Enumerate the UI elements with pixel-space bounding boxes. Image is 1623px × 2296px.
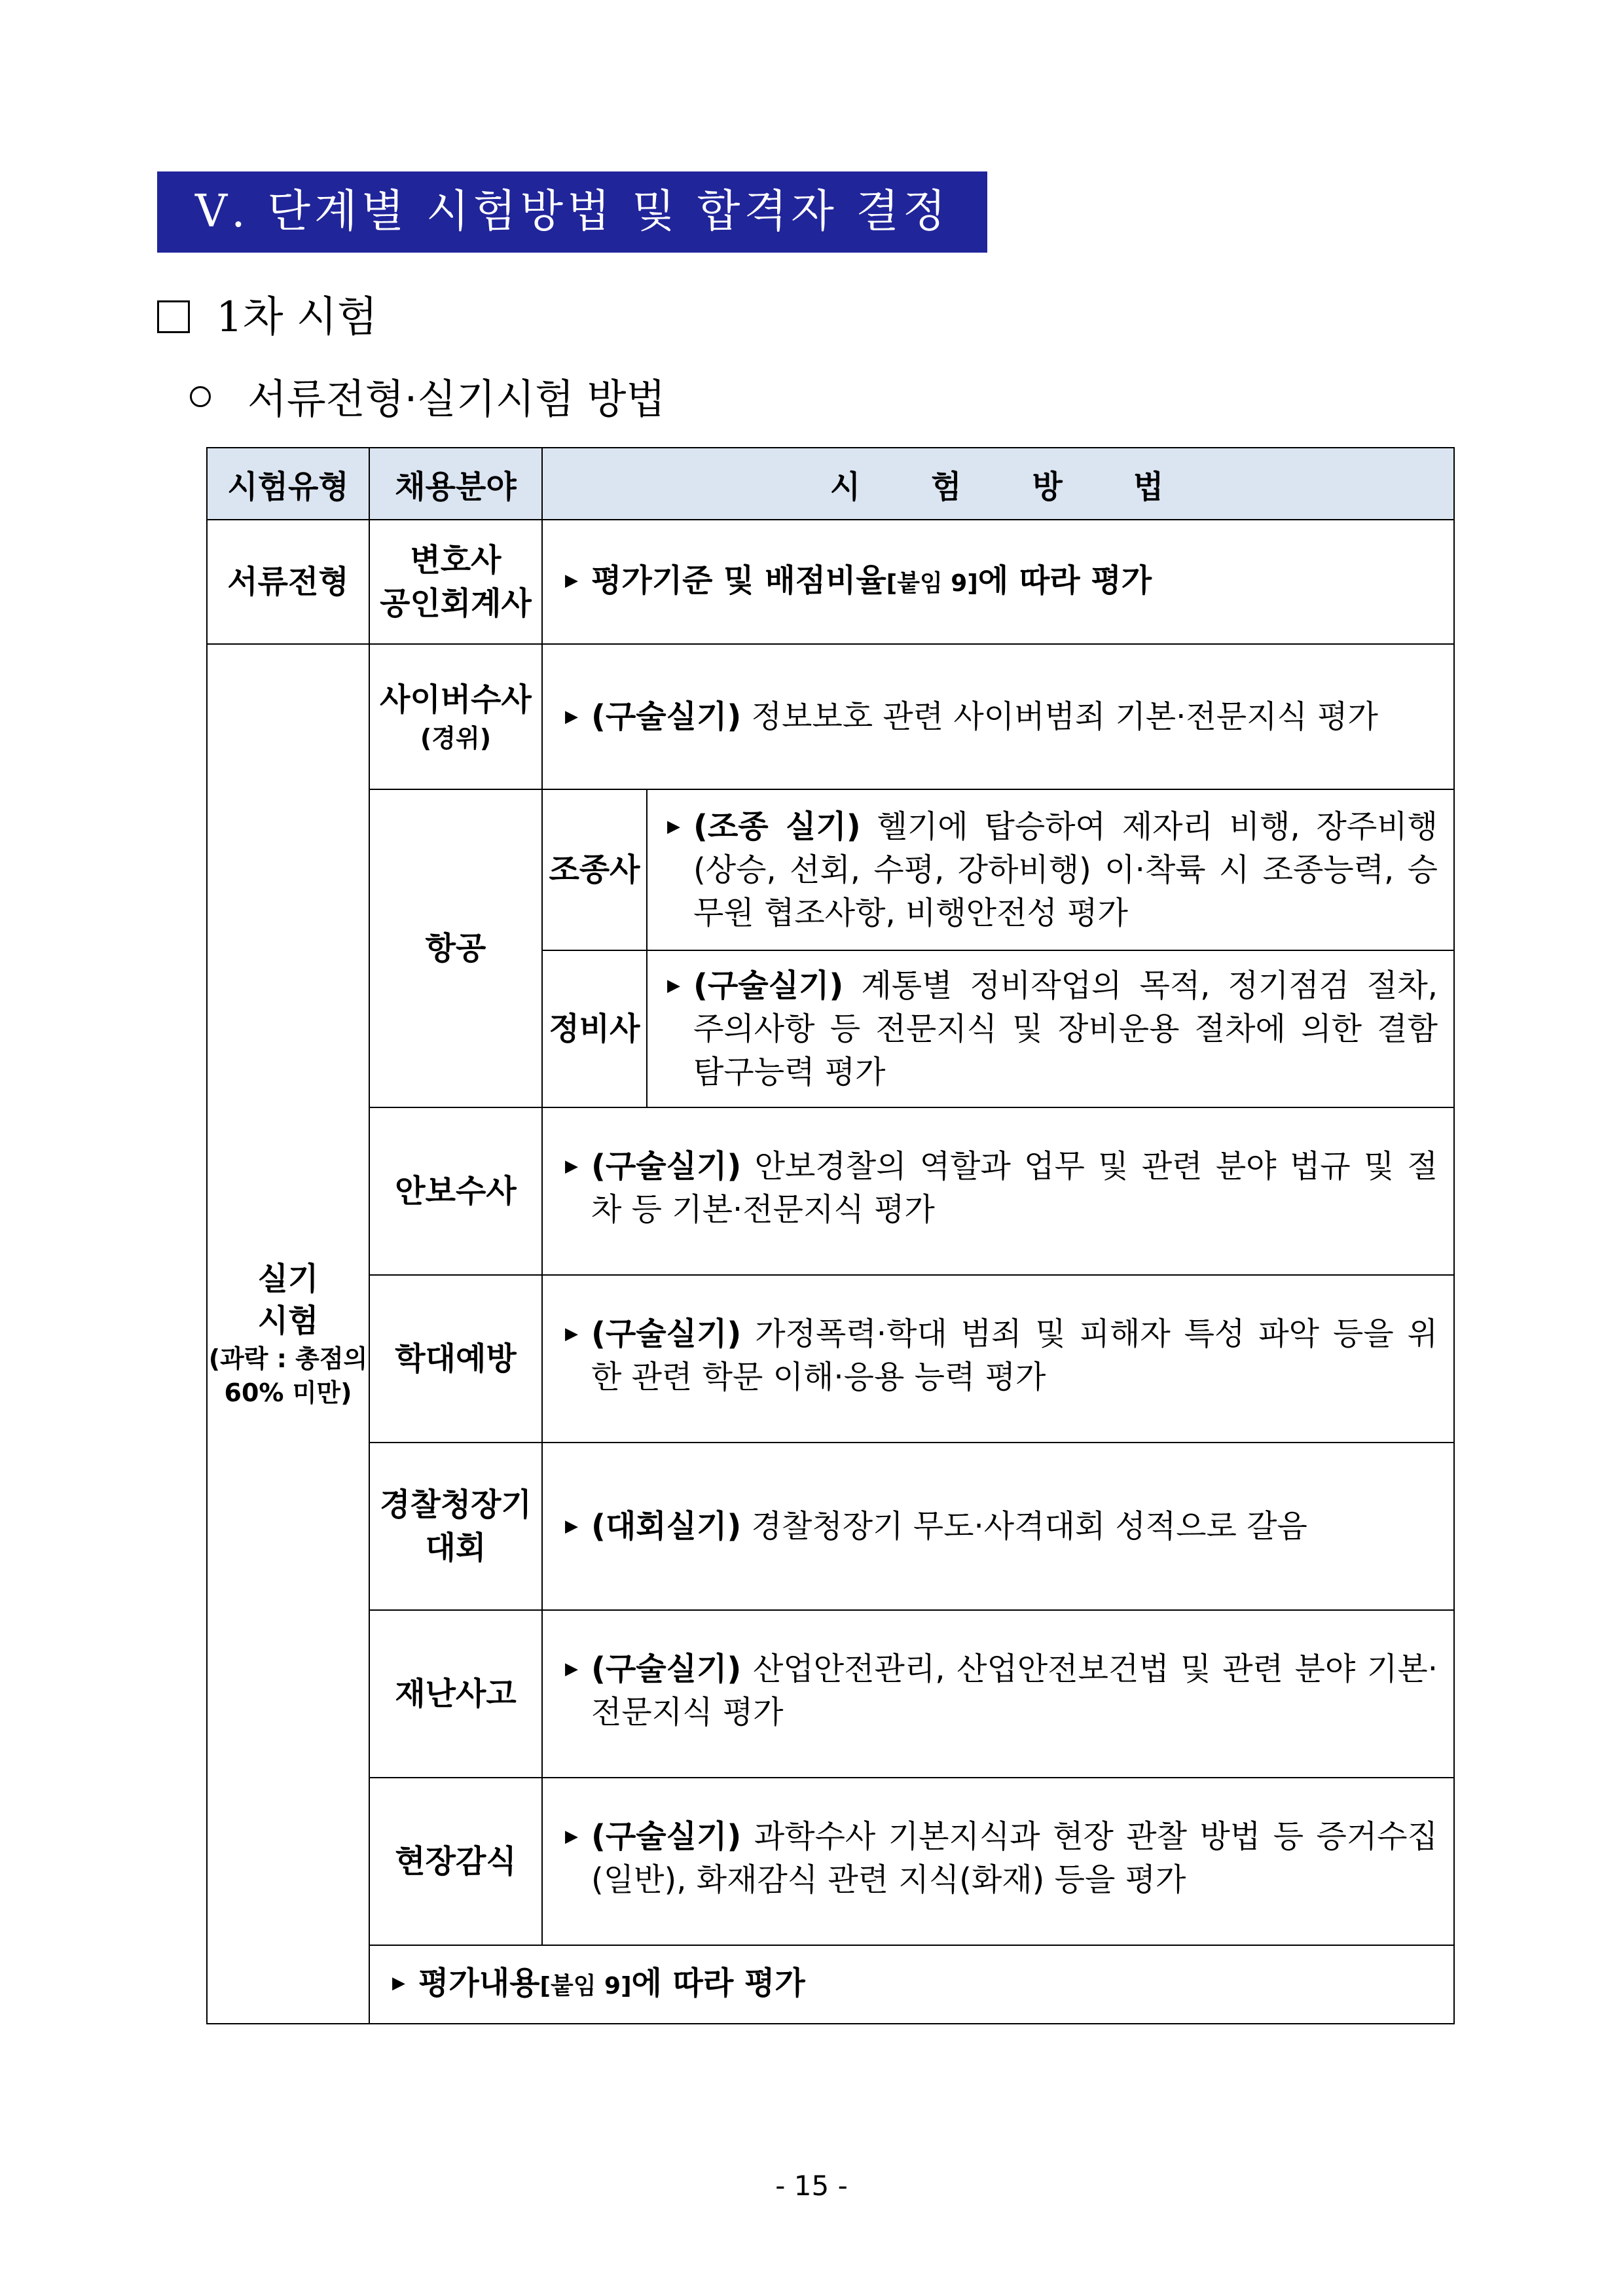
field-security: 안보수사	[369, 1107, 542, 1275]
header-field: 채용분야	[369, 448, 542, 520]
method-ref: [붙임 9]	[886, 569, 978, 597]
method-mechanic	[647, 950, 1454, 1107]
exam-method-table	[206, 447, 1455, 2024]
method-tag: (구술실기)	[591, 1651, 742, 1687]
type-practical-note1: (과락 : 총점의	[208, 1344, 368, 1373]
table-row	[207, 1107, 1454, 1275]
method-tag: (구술실기)	[591, 1148, 742, 1185]
method-doc-screening	[542, 520, 1454, 644]
method-tag: (구술실기)	[591, 698, 742, 735]
type-practical-line1: 실기	[257, 1261, 319, 1297]
method-general	[369, 1945, 1454, 2024]
field-forensic: 현장감식	[369, 1778, 542, 1945]
method-disaster	[542, 1610, 1454, 1778]
type-doc-screening: 서류전형	[207, 520, 369, 644]
method-text: 가정폭력·학대 범죄 및 피해자 특성 파악 등을 위한 관련 학문 이해·응용 능력 평가	[591, 1316, 1438, 1395]
method-tail: 에 따라 평가	[977, 562, 1152, 599]
method-security	[542, 1107, 1454, 1275]
method-text: 과학수사 기본지식과 현장 관찰 방법 등 증거수집(일반), 화재감식 관련 지식(화재) 등을 평가	[591, 1818, 1438, 1898]
header-exam-type: 시험유형	[207, 448, 369, 520]
field-martial	[369, 1443, 542, 1610]
table-row	[207, 789, 1454, 950]
section-banner: Ⅴ. 단계별 시험방법 및 합격자 결정	[157, 171, 987, 253]
circle-bullet-icon	[190, 386, 211, 407]
heading-method-label: 서류전형·실기시험 방법	[247, 375, 666, 423]
table-row	[207, 1778, 1454, 1945]
type-practical-note2: 60% 미만)	[224, 1378, 352, 1407]
method-tail: 에 따라 평가	[631, 1964, 805, 2001]
triangle-right-icon: ▶	[565, 1827, 578, 1846]
method-ref: [붙임 9]	[539, 1972, 632, 2000]
method-tag: (구술실기)	[591, 1818, 742, 1855]
method-cyber	[542, 644, 1454, 789]
method-tag: (조종 실기)	[693, 808, 861, 845]
square-bullet-icon	[157, 300, 190, 333]
method-text: 헬기에 탑승하여 제자리 비행, 장주비행 (상승, 선회, 수평, 강하비행) 이·착륙 시 조종능력, 승무원 협조사항, 비행안전성 평가	[693, 808, 1438, 931]
triangle-right-icon: ▶	[392, 1973, 405, 1993]
field-cyber-sub: (경위)	[420, 724, 492, 753]
triangle-right-icon: ▶	[565, 1324, 578, 1344]
field-aviation: 항공	[369, 789, 542, 1107]
type-practical	[207, 644, 369, 2024]
triangle-right-icon: ▶	[565, 1516, 578, 1536]
heading-first-exam	[157, 288, 378, 347]
method-tag: (대회실기)	[591, 1508, 742, 1545]
field-lawyer-accountant	[369, 520, 542, 644]
method-forensic	[542, 1778, 1454, 1945]
triangle-right-icon: ▶	[667, 976, 680, 996]
field-lawyer: 변호사	[410, 542, 501, 579]
method-bold: 평가내용	[418, 1964, 540, 2001]
field-martial-line2: 대회	[425, 1530, 486, 1566]
triangle-right-icon: ▶	[565, 1659, 578, 1679]
method-tag: (구술실기)	[693, 967, 844, 1004]
table-row	[207, 1275, 1454, 1443]
method-text: 계통별 정비작업의 목적, 정기점검 절차, 주의사항 등 전문지식 및 장비운용 절차에 의한 결함 탐구능력 평가	[693, 967, 1438, 1090]
method-text: 정보보호 관련 사이버범죄 기본·전문지식 평가	[741, 698, 1378, 735]
method-abuse	[542, 1275, 1454, 1443]
subfield-mechanic: 정비사	[542, 950, 647, 1107]
subfield-pilot: 조종사	[542, 789, 647, 950]
heading-first-exam-label: 1차 시험	[216, 293, 378, 342]
type-practical-line2: 시험	[257, 1302, 319, 1339]
field-disaster: 재난사고	[369, 1610, 542, 1778]
field-accountant: 공인회계사	[380, 585, 532, 622]
triangle-right-icon: ▶	[565, 707, 578, 726]
method-tag: (구술실기)	[591, 1316, 742, 1352]
heading-method	[190, 370, 665, 429]
table-row	[207, 1443, 1454, 1610]
triangle-right-icon: ▶	[565, 1157, 578, 1176]
method-martial	[542, 1443, 1454, 1610]
page-number: - 15 -	[775, 2170, 848, 2202]
field-martial-line1: 경찰청장기	[380, 1486, 532, 1523]
table-header-row	[207, 448, 1454, 520]
table-row	[207, 1945, 1454, 2024]
method-text: 안보경찰의 역할과 업무 및 관련 분야 법규 및 절차 등 기본·전문지식 평가	[591, 1148, 1438, 1228]
field-cyber	[369, 644, 542, 789]
field-abuse: 학대예방	[369, 1275, 542, 1443]
method-text: 경찰청장기 무도·사격대회 성적으로 갈음	[741, 1508, 1307, 1545]
field-cyber-label: 사이버수사	[380, 681, 532, 718]
header-method: 시 험 방 법	[542, 448, 1454, 520]
method-pilot	[647, 789, 1454, 950]
table-row	[207, 520, 1454, 644]
triangle-right-icon: ▶	[667, 817, 680, 836]
method-text: 산업안전관리, 산업안전보건법 및 관련 분야 기본·전문지식 평가	[591, 1651, 1438, 1731]
triangle-right-icon: ▶	[565, 570, 578, 590]
table-row	[207, 644, 1454, 789]
table-row	[207, 1610, 1454, 1778]
method-bold: 평가기준 및 배점비율	[591, 562, 886, 599]
